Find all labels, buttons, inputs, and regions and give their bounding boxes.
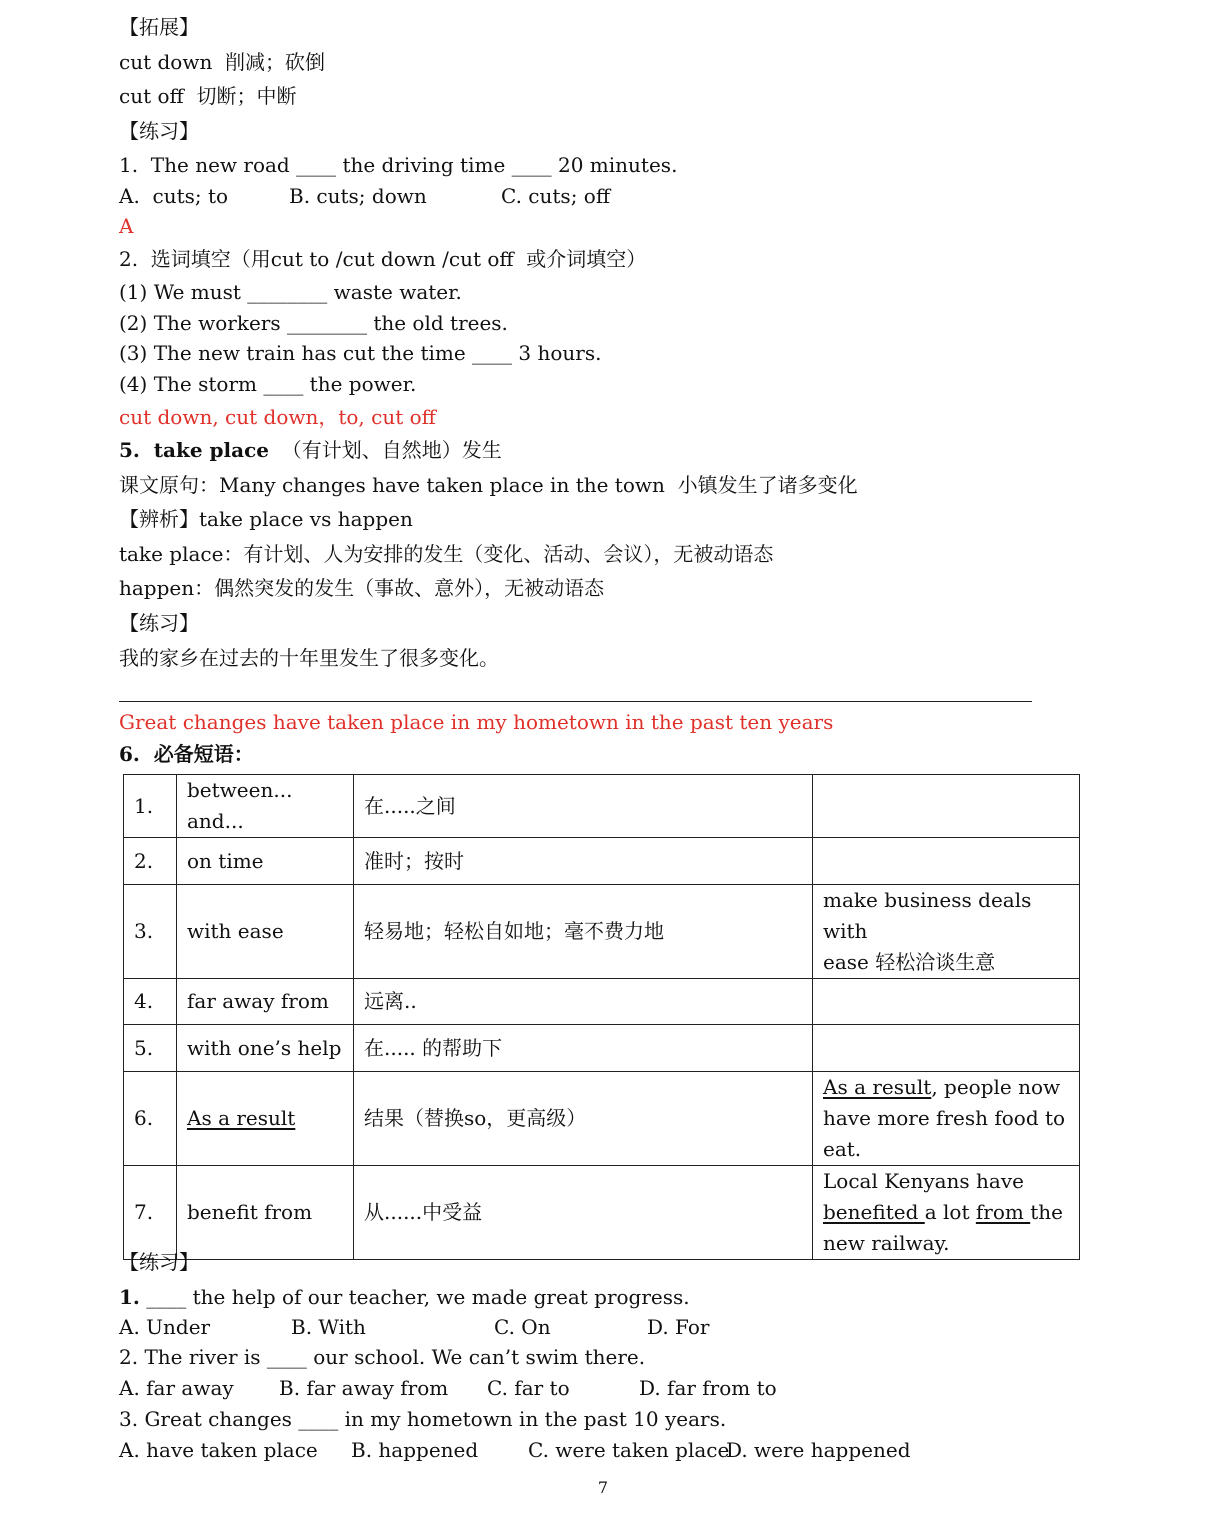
question-line: (3) The new train has cut the time ____ 3 hours.: [119, 341, 602, 365]
phrase-en: benefit from: [177, 1166, 354, 1260]
row-number: 3.: [124, 885, 177, 979]
example-text: the: [1030, 1200, 1063, 1224]
phrase-zh: 在..... 的帮助下: [354, 1025, 813, 1072]
option-b: B. cuts; down: [289, 184, 427, 208]
phrase-en: with one’s help: [177, 1025, 354, 1072]
option-a: A. Under: [119, 1315, 211, 1339]
answer-blank-line: [119, 701, 1032, 702]
phrase-meaning: （有计划、自然地）发生: [269, 438, 502, 462]
example-underlined: As a result: [823, 1075, 932, 1099]
phrase-zh: 准时；按时: [354, 838, 813, 885]
example-line: [823, 1072, 1069, 1103]
section-heading-extension: 【拓展】: [119, 15, 199, 39]
phrase-en: [177, 1072, 354, 1166]
phrase-zh: 远离..: [354, 979, 813, 1025]
example-line: [823, 1197, 1069, 1228]
example-line: Local Kenyans have: [823, 1169, 1024, 1193]
phrase-example: [813, 1025, 1080, 1072]
example-text: , people now: [931, 1075, 1061, 1099]
example-line: new railway.: [823, 1231, 950, 1255]
option-b: B. happened: [351, 1438, 479, 1462]
option-a: A. cuts; to: [119, 184, 229, 208]
table-row: [124, 1166, 1080, 1260]
option-c: C. On: [494, 1315, 551, 1339]
phrase-zh: 轻易地；轻松自如地；毫不费力地: [354, 885, 813, 979]
option-d: D. far from to: [639, 1376, 777, 1400]
question-number: 1.: [119, 1285, 140, 1309]
question-line: 2. The river is ____ our school. We can’t swim there.: [119, 1345, 646, 1369]
answer-line: Great changes have taken place in my hometown in the past ten years: [119, 710, 834, 734]
option-d: D. were happened: [726, 1438, 911, 1462]
text-line: cut off 切断；中断: [119, 84, 297, 108]
example-text: a lot: [924, 1200, 976, 1224]
answer-line: A: [119, 214, 134, 238]
phrase-table: [123, 774, 1080, 1260]
phrase-example: [813, 885, 1080, 979]
text-line: take place：有计划、人为安排的发生（变化、活动、会议），无被动语态: [119, 542, 774, 566]
phrase-zh: 从......中受益: [354, 1166, 813, 1260]
phrase-zh: 结果（替换so，更高级）: [354, 1072, 813, 1166]
table-row: [124, 838, 1080, 885]
question-line: (1) We must ________ waste water.: [119, 280, 462, 304]
option-c: C. were taken place: [528, 1438, 730, 1462]
example-line: have more fresh food to: [823, 1106, 1066, 1130]
option-d: D. For: [647, 1315, 710, 1339]
section-heading-practice: 【练习】: [119, 1250, 199, 1274]
option-b: B. far away from: [279, 1376, 449, 1400]
phrase-heading: [119, 437, 502, 463]
option-c: C. cuts; off: [501, 184, 611, 208]
phrase-example: [813, 1072, 1080, 1166]
phrase-example: [813, 979, 1080, 1025]
row-number: 7.: [124, 1166, 177, 1260]
question-line: 1. The new road ____ the driving time ____ 20 minutes.: [119, 153, 678, 177]
question-text: ____ the help of our teacher, we made great progress.: [139, 1285, 690, 1309]
section-heading-practice: 【练习】: [119, 611, 199, 635]
option-a: A. have taken place: [119, 1438, 318, 1462]
question-line: 2. 选词填空（用cut to /cut down /cut off 或介词填空）: [119, 247, 647, 271]
question-line: (4) The storm ____ the power.: [119, 372, 417, 396]
table-row: [124, 1025, 1080, 1072]
text-line: 我的家乡在过去的十年里发生了很多变化。: [119, 646, 499, 670]
question-line: (2) The workers ________ the old trees.: [119, 311, 508, 335]
table-row: [124, 775, 1080, 838]
text-line: cut down 削减；砍倒: [119, 50, 326, 74]
row-number: 2.: [124, 838, 177, 885]
option-a: A. far away: [119, 1376, 234, 1400]
table-row: [124, 979, 1080, 1025]
row-number: 4.: [124, 979, 177, 1025]
phrase-en-underlined: As a result: [187, 1106, 296, 1130]
phrase-title: 5. take place: [119, 438, 269, 462]
phrase-en: with ease: [177, 885, 354, 979]
text-line: 【辨析】take place vs happen: [119, 507, 413, 531]
example-underlined: benefited: [823, 1200, 925, 1224]
row-number: 5.: [124, 1025, 177, 1072]
phrase-example: [813, 775, 1080, 838]
text-line: 课文原句：Many changes have taken place in the town 小镇发生了诸多变化: [119, 473, 858, 497]
question-line: [119, 1284, 690, 1310]
phrase-en: far away from: [177, 979, 354, 1025]
page-number: 7: [597, 1478, 609, 1497]
table-row: [124, 1072, 1080, 1166]
phrase-en: on time: [177, 838, 354, 885]
section-heading-phrases: 6. 必备短语：: [119, 742, 254, 766]
example-line: eat.: [823, 1137, 862, 1161]
row-number: 1.: [124, 775, 177, 838]
table-row: [124, 885, 1080, 979]
example-line: ease 轻松洽谈生意: [823, 950, 996, 974]
option-c: C. far to: [487, 1376, 570, 1400]
phrase-example: [813, 838, 1080, 885]
answer-line: cut down, cut down，to, cut off: [119, 405, 436, 429]
example-underlined: from: [975, 1200, 1031, 1224]
row-number: 6.: [124, 1072, 177, 1166]
phrase-example: [813, 1166, 1080, 1260]
text-line: happen：偶然突发的发生（事故、意外），无被动语态: [119, 576, 605, 600]
example-line: make business deals with: [823, 888, 1032, 943]
section-heading-practice: 【练习】: [119, 119, 199, 143]
phrase-zh: 在.....之间: [354, 775, 813, 838]
phrase-en: between... and...: [177, 775, 354, 838]
question-line: 3. Great changes ____ in my hometown in the past 10 years.: [119, 1407, 727, 1431]
option-b: B. With: [291, 1315, 366, 1339]
